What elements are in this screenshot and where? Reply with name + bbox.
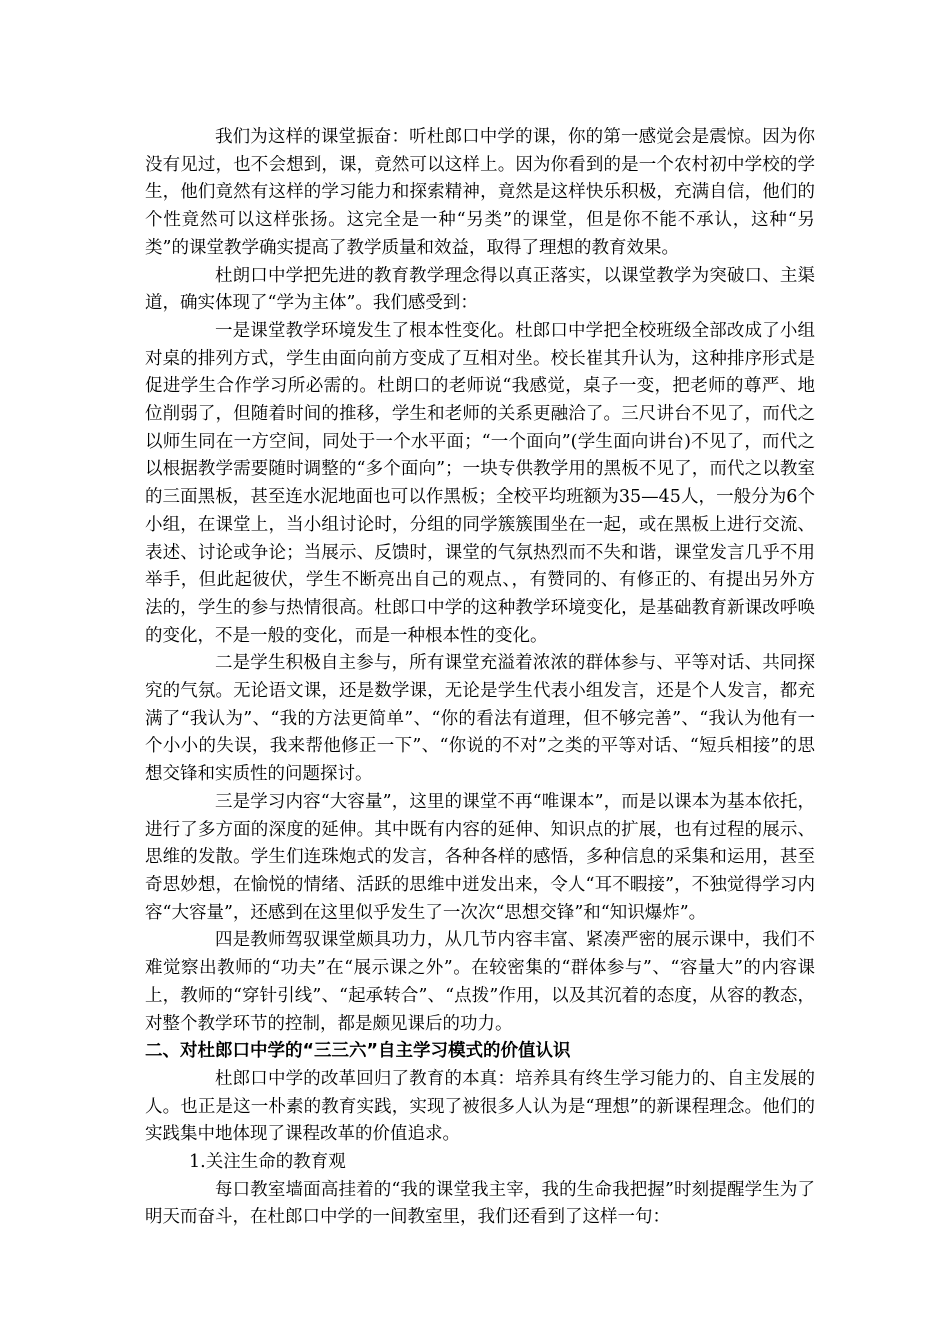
paragraph-active-participation: 二是学生积极自主参与，所有课堂充溢着浓浓的群体参与、平等对话、共同探究的气氛。无论语文课，还是数学课，无论是学生代表小组发言，还是个人发言，都充满了“我认为”、“我的方法更简单”、“你的看法有道理，但不够完善”、“我认为他有一个小小的失误，我来帮他修正一下”、“你说的不对”之类的平等对话、“短兵相接”的思想交锋和实质性的问题探讨。 [145, 653, 815, 785]
document-page [145, 124, 815, 1232]
section-heading: 二、对杜郎口中学的“三三六”自主学习模式的价值认识 [145, 1041, 571, 1062]
paragraph-education-essence: 杜郎口中学的改革回归了教育的本真：培养具有终生学习能力的、自主发展的人。也正是这一朴素的教育实践，实现了被很多人认为是“理想”的新课程理念。他们的实践集中地体现了课程改革的价值追求。 [145, 1068, 815, 1145]
paragraph-classroom-impression: 我们为这样的课堂振奋：听杜郎口中学的课，你的第一感觉会是震惊。因为你没有见过，也不会想到，课，竟然可以这样上。因为你看到的是一个农村初中学校的学生，他们竟然有这样的学习能力和探索精神，竟然是这样快乐积极，充满自信，他们的个性竟然可以这样张扬。这完全是一种“另类”的课堂，但是你不能不承认，这种“另类”的课堂教学确实提高了教学质量和效益，取得了理想的教育效果。 [145, 127, 815, 258]
paragraph-classroom-slogan: 每口教室墙面高挂着的“我的课堂我主宰，我的生命我把握”时刻提醒学生为了明天而奋斗，在杜郎口中学的一间教室里，我们还看到了这样一句： [145, 1179, 815, 1228]
subsection-heading: 1.关注生命的教育观 [189, 1152, 346, 1173]
paragraph-teacher-skill: 四是教师驾驭课堂颇具功力，从几节内容丰富、紧凑严密的展示课中，我们不难觉察出教师的“功夫”在“展示课之外”。在较密集的“群体参与”、“容量大”的内容课上，教师的“穿针引线”、“起承转合”、“点拨”作用，以及其沉着的态度，从容的教态，对整个教学环节的控制，都是颇见课后的功力。 [145, 930, 815, 1034]
paragraph-environment-change: 一是课堂教学环境发生了根本性变化。杜郎口中学把全校班级全部改成了小组对桌的排列方式，学生由面向前方变成了互相对坐。校长崔其升认为，这种排序形式是促进学生合作学习所必需的。杜朗口的老师说“我感觉，桌子一变，把老师的尊严、地位削弱了，但随着时间的推移，学生和老师的关系更融洽了。三尺讲台不见了，而代之以师生同在一方空间，同处于一个水平面；“一个面向”(学生面向讲台)不见了，而代之以根据教学需要随时调整的“多个面向”；一块专供教学用的黑板不见了，而代之以教室的三面黑板，甚至连水泥地面也可以作黑板；全校平均班额为35—45人，一般分为6个小组，在课堂上，当小组讨论时，分组的同学簇簇围坐在一起，或在黑板上进行交流、表述、讨论或争论；当展示、反馈时，课堂的气氛热烈而不失和谐，课堂发言几乎不用举手，但此起彼伏，学生不断亮出自己的观点、，有赞同的、有修正的、有提出另外方法的，学生的参与热情很高。杜郎口中学的这种教学环境变化，是基础教育新课改呼唤的变化，不是一般的变化，而是一种根本性的变化。 [145, 320, 815, 646]
paragraph-large-capacity: 三是学习内容“大容量”，这里的课堂不再“唯课本”，而是以课本为基本依托，进行了多方面的深度的延伸。其中既有内容的延伸、知识点的扩展，也有过程的展示、思维的发散。学生们连珠炮式的发言，各种各样的感悟，多种信息的采集和运用，甚至奇思妙想，在愉悦的情绪、活跃的思维中迸发出来，令人“耳不暇接”，不独觉得学习内容“大容量”，还感到在这里似乎发生了一次次“思想交锋”和“知识爆炸”。 [145, 791, 815, 923]
paragraph-student-centered: 杜朗口中学把先进的教育教学理念得以真正落实，以课堂教学为突破口、主渠道，确实体现了“学为主体”。我们感受到： [145, 265, 815, 314]
